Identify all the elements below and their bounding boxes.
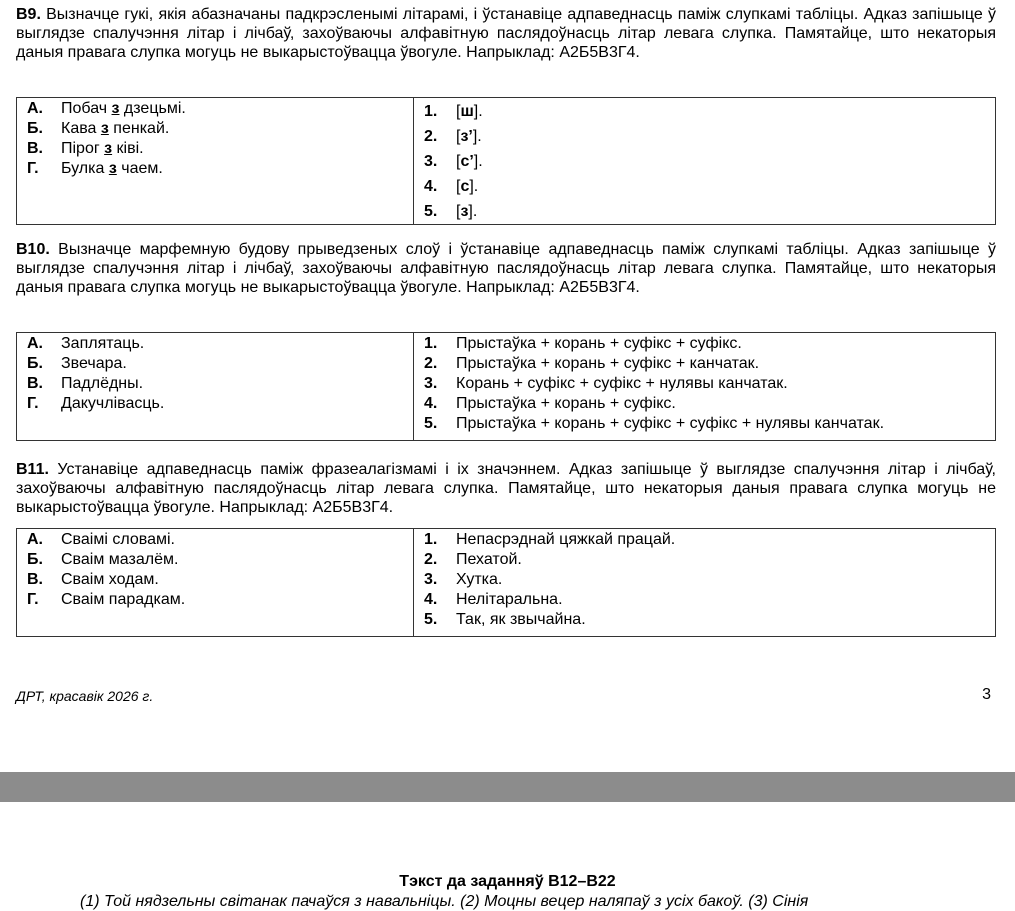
footer-label: ДРТ, красавік 2026 г. xyxy=(16,688,154,704)
left-item: В. Пірог з ківі. xyxy=(27,140,144,157)
left-item: В. Падлёдны. xyxy=(27,375,144,392)
task-b11-table xyxy=(16,528,996,637)
right-item: 2. Прыстаўка + корань + суфікс + канчатак. xyxy=(424,355,760,372)
right-item: 3. [с’]. xyxy=(424,153,483,170)
right-item: 3. Хутка. xyxy=(424,571,503,588)
right-item: 4. Прыстаўка + корань + суфікс. xyxy=(424,395,676,412)
left-item: Б. Сваім мазалём. xyxy=(27,551,179,568)
next-page-text-line: (1) Той нядзельны світанак пачаўся з навальніцы. (2) Моцны вецер наляпаў з усіх бакоў. (3) Сінія xyxy=(80,893,809,910)
left-column xyxy=(17,333,414,441)
task-number: В10. xyxy=(16,241,50,258)
right-item: 1. [ш]. xyxy=(424,103,483,120)
task-b10-instructions xyxy=(16,240,996,297)
left-item: А. Заплятаць. xyxy=(27,335,145,352)
underlined-letter: з xyxy=(108,160,117,177)
right-item: 4. [с]. xyxy=(424,178,479,195)
left-item: А. Побач з дзецьмі. xyxy=(27,100,186,117)
right-column xyxy=(414,333,996,441)
left-column xyxy=(17,529,414,637)
task-b9-instructions xyxy=(16,5,996,62)
next-page-title: Тэкст да заданняў В12–В22 xyxy=(399,873,616,890)
right-item: 5. Прыстаўка + корань + суфікс + суфікс + нулявы канчатак. xyxy=(424,415,885,432)
task-number: В9. xyxy=(16,6,41,23)
page-separator xyxy=(0,772,1015,802)
task-number: В11. xyxy=(16,461,49,478)
task-text: Вызначце марфемную будову прыведзеных слоў і ўстанавіце адпаведнасць паміж слупкамі табліцы. Адказ запішыце ў выглядзе спалучэння літар і лічбаў, захоўваючы алфавітную паслядоўнасць літар левага слупка. Памятайце, што некаторыя даныя правага слупка могуць не выкарыстоўвацца ўвогуле. Напрыклад: А2Б5В3Г4. xyxy=(16,241,996,296)
right-item: 1. Непасрэднай цяжкай працай. xyxy=(424,531,676,548)
task-text: Вызначце гукі, якія абазначаны падкрэсленымі літарамі, і ўстанавіце адпаведнасць паміж слупкамі табліцы. Адказ запішыце ў выглядзе спалучэння літар і лічбаў, захоўваючы алфавітную паслядоўнасць літар левага слупка. Памятайце, што некаторыя даныя правага слупка могуць не выкарыстоўвацца ўвогуле. Напрыклад: А2Б5В3Г4. xyxy=(16,6,996,61)
page-number: 3 xyxy=(982,686,991,703)
left-item: Г. Булка з чаем. xyxy=(27,160,163,177)
task-b10-table xyxy=(16,332,996,441)
right-item: 4. Нелітаральна. xyxy=(424,591,563,608)
left-item: Б. Звечара. xyxy=(27,355,127,372)
right-item: 2. [з’]. xyxy=(424,128,482,145)
left-item: Г. Дакучлівасць. xyxy=(27,395,165,412)
right-item: 3. Корань + суфікс + суфікс + нулявы канчатак. xyxy=(424,375,788,392)
left-item: Б. Кава з пенкай. xyxy=(27,120,170,137)
right-item: 5. [з]. xyxy=(424,203,478,220)
underlined-letter: з xyxy=(111,100,120,117)
left-item: А. Сваімі словамі. xyxy=(27,531,175,548)
task-text: Устанавіце адпаведнасць паміж фразеалагізмамі і іх значэннем. Адказ запішыце ў выглядзе спалучэння літар і лічбаў, захоўваючы алфавітную паслядоўнасць літар левага слупка. Памятайце, што некаторыя даныя правага слупка могуць не выкарыстоўвацца ўвогуле. Напрыклад: А2Б5В3Г4. xyxy=(16,461,996,516)
left-column xyxy=(17,98,414,225)
right-column xyxy=(414,98,996,225)
task-b9-table xyxy=(16,97,996,225)
right-item: 1. Прыстаўка + корань + суфікс + суфікс. xyxy=(424,335,742,352)
underlined-letter: з xyxy=(104,140,113,157)
right-item: 5. Так, як звычайна. xyxy=(424,611,586,628)
right-column xyxy=(414,529,996,637)
underlined-letter: з xyxy=(100,120,109,137)
right-item: 2. Пехатой. xyxy=(424,551,522,568)
task-b11-instructions xyxy=(16,460,996,517)
left-item: Г. Сваім парадкам. xyxy=(27,591,186,608)
left-item: В. Сваім ходам. xyxy=(27,571,159,588)
